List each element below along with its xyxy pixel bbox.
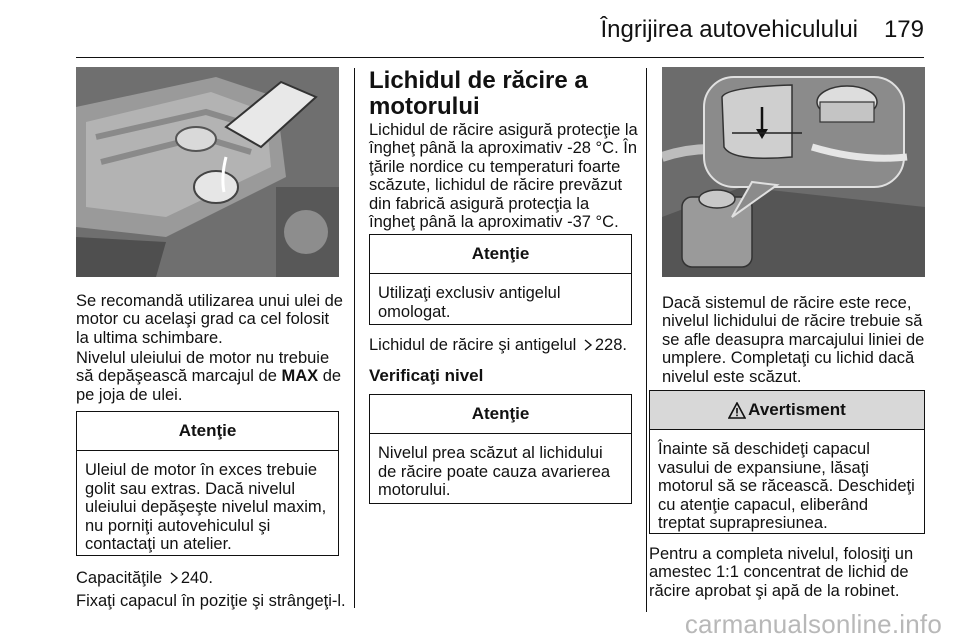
coolant-reservoir-photo <box>662 67 925 277</box>
low-coolant-caution-text: Nivelul prea scăzut al lichidului de răcire poate cauza avarierea motorului. <box>378 444 611 500</box>
oil-max-text-end: de pe joja de ulei. <box>76 367 342 404</box>
check-level-subheading: Verificaţi nivel <box>369 366 484 385</box>
warning-triangle-icon <box>728 402 746 419</box>
engine-oil-illustration <box>76 67 339 277</box>
low-coolant-caution-box <box>369 394 632 504</box>
oil-grade-recommendation: Se recomandă utilizarea unui ulei de motor cu acelaşi grad ca cel folosit la ultima schimbare. <box>76 292 343 347</box>
cold-system-level-paragraph: Dacă sistemul de răcire este rece, nivelul lichidului de răcire trebuie să se afle deasupra marcajului liniei de umplere. Completaţi cu lichid dacă nivelul este scăzut. <box>662 294 925 386</box>
page-reference-arrow-icon <box>169 572 179 584</box>
fasten-cap-instruction: Fixaţi capacul în poziţie şi strângeţi-l. <box>76 592 346 610</box>
capacities-reference <box>76 569 344 587</box>
watermark: carmanualsonline.info <box>684 609 942 639</box>
oil-caution-box <box>76 411 339 556</box>
column-divider-right <box>646 68 647 612</box>
antifreeze-caution-text: Utilizaţi exclusiv antigelul omologat. <box>378 284 561 321</box>
coolant-protection-paragraph: Lichidul de răcire asigură protecţie la îngheţ până la aproximativ -28 °C. În ţările nordice cu temperaturi foarte scăzute, lichidul de răcire prevăzut din fabrică asigură protecţia la îngheţ până la aproximativ -37 °C. <box>369 121 638 232</box>
header-divider <box>76 57 924 58</box>
antifreeze-caution-title: Atenţie <box>370 235 631 274</box>
coolant-heading: Lichidul de răcire a motorului <box>369 67 588 120</box>
oil-max-text-start: Nivelul uleiului de motor nu trebuie să depăşească marcajul de <box>76 349 330 386</box>
page-reference-arrow-icon <box>583 339 593 351</box>
capacities-label: Capacităţile <box>76 569 163 587</box>
oil-caution-text: Uleiul de motor în exces trebuie golit sau extras. Dacă nivelul uleiului depăşeşte nivelul maxim, nu porniţi autovehiculul şi contactaţi un atelier. <box>85 461 327 554</box>
coolant-antifreeze-label: Lichidul de răcire şi antigelul <box>369 336 577 354</box>
capacities-page-link[interactable]: 240. <box>180 569 213 587</box>
coolant-antifreeze-page-link[interactable]: 228. <box>594 336 627 354</box>
expansion-tank-warning-box <box>649 390 925 534</box>
low-coolant-caution-title: Atenţie <box>370 395 631 434</box>
coolant-mixture-paragraph: Pentru a completa nivelul, folosiţi un amestec 1:1 concentrat de lichid de răcire aprobat şi apă de la robinet. <box>649 545 914 600</box>
oil-max-level-paragraph <box>76 349 344 404</box>
coolant-antifreeze-reference <box>369 336 639 354</box>
warning-title: Avertisment <box>748 400 846 419</box>
page-header <box>0 0 960 58</box>
max-mark-label: MAX <box>281 367 319 386</box>
engine-oil-filler-photo <box>76 67 339 277</box>
warning-title-bar <box>650 391 924 430</box>
column-divider-left <box>354 68 355 608</box>
oil-caution-title: Atenţie <box>77 412 338 451</box>
chapter-title: Îngrijirea autovehiculului <box>600 16 858 43</box>
antifreeze-caution-box <box>369 234 632 325</box>
warning-text: Înainte să deschideţi capacul vasului de expansiune, lăsaţi motorul să se răcească. Deschideţi cu atenţie capacul, eliberând treptat suprapresiunea. <box>658 440 915 533</box>
page-number: 179 <box>883 16 924 43</box>
coolant-reservoir-illustration <box>662 67 925 277</box>
